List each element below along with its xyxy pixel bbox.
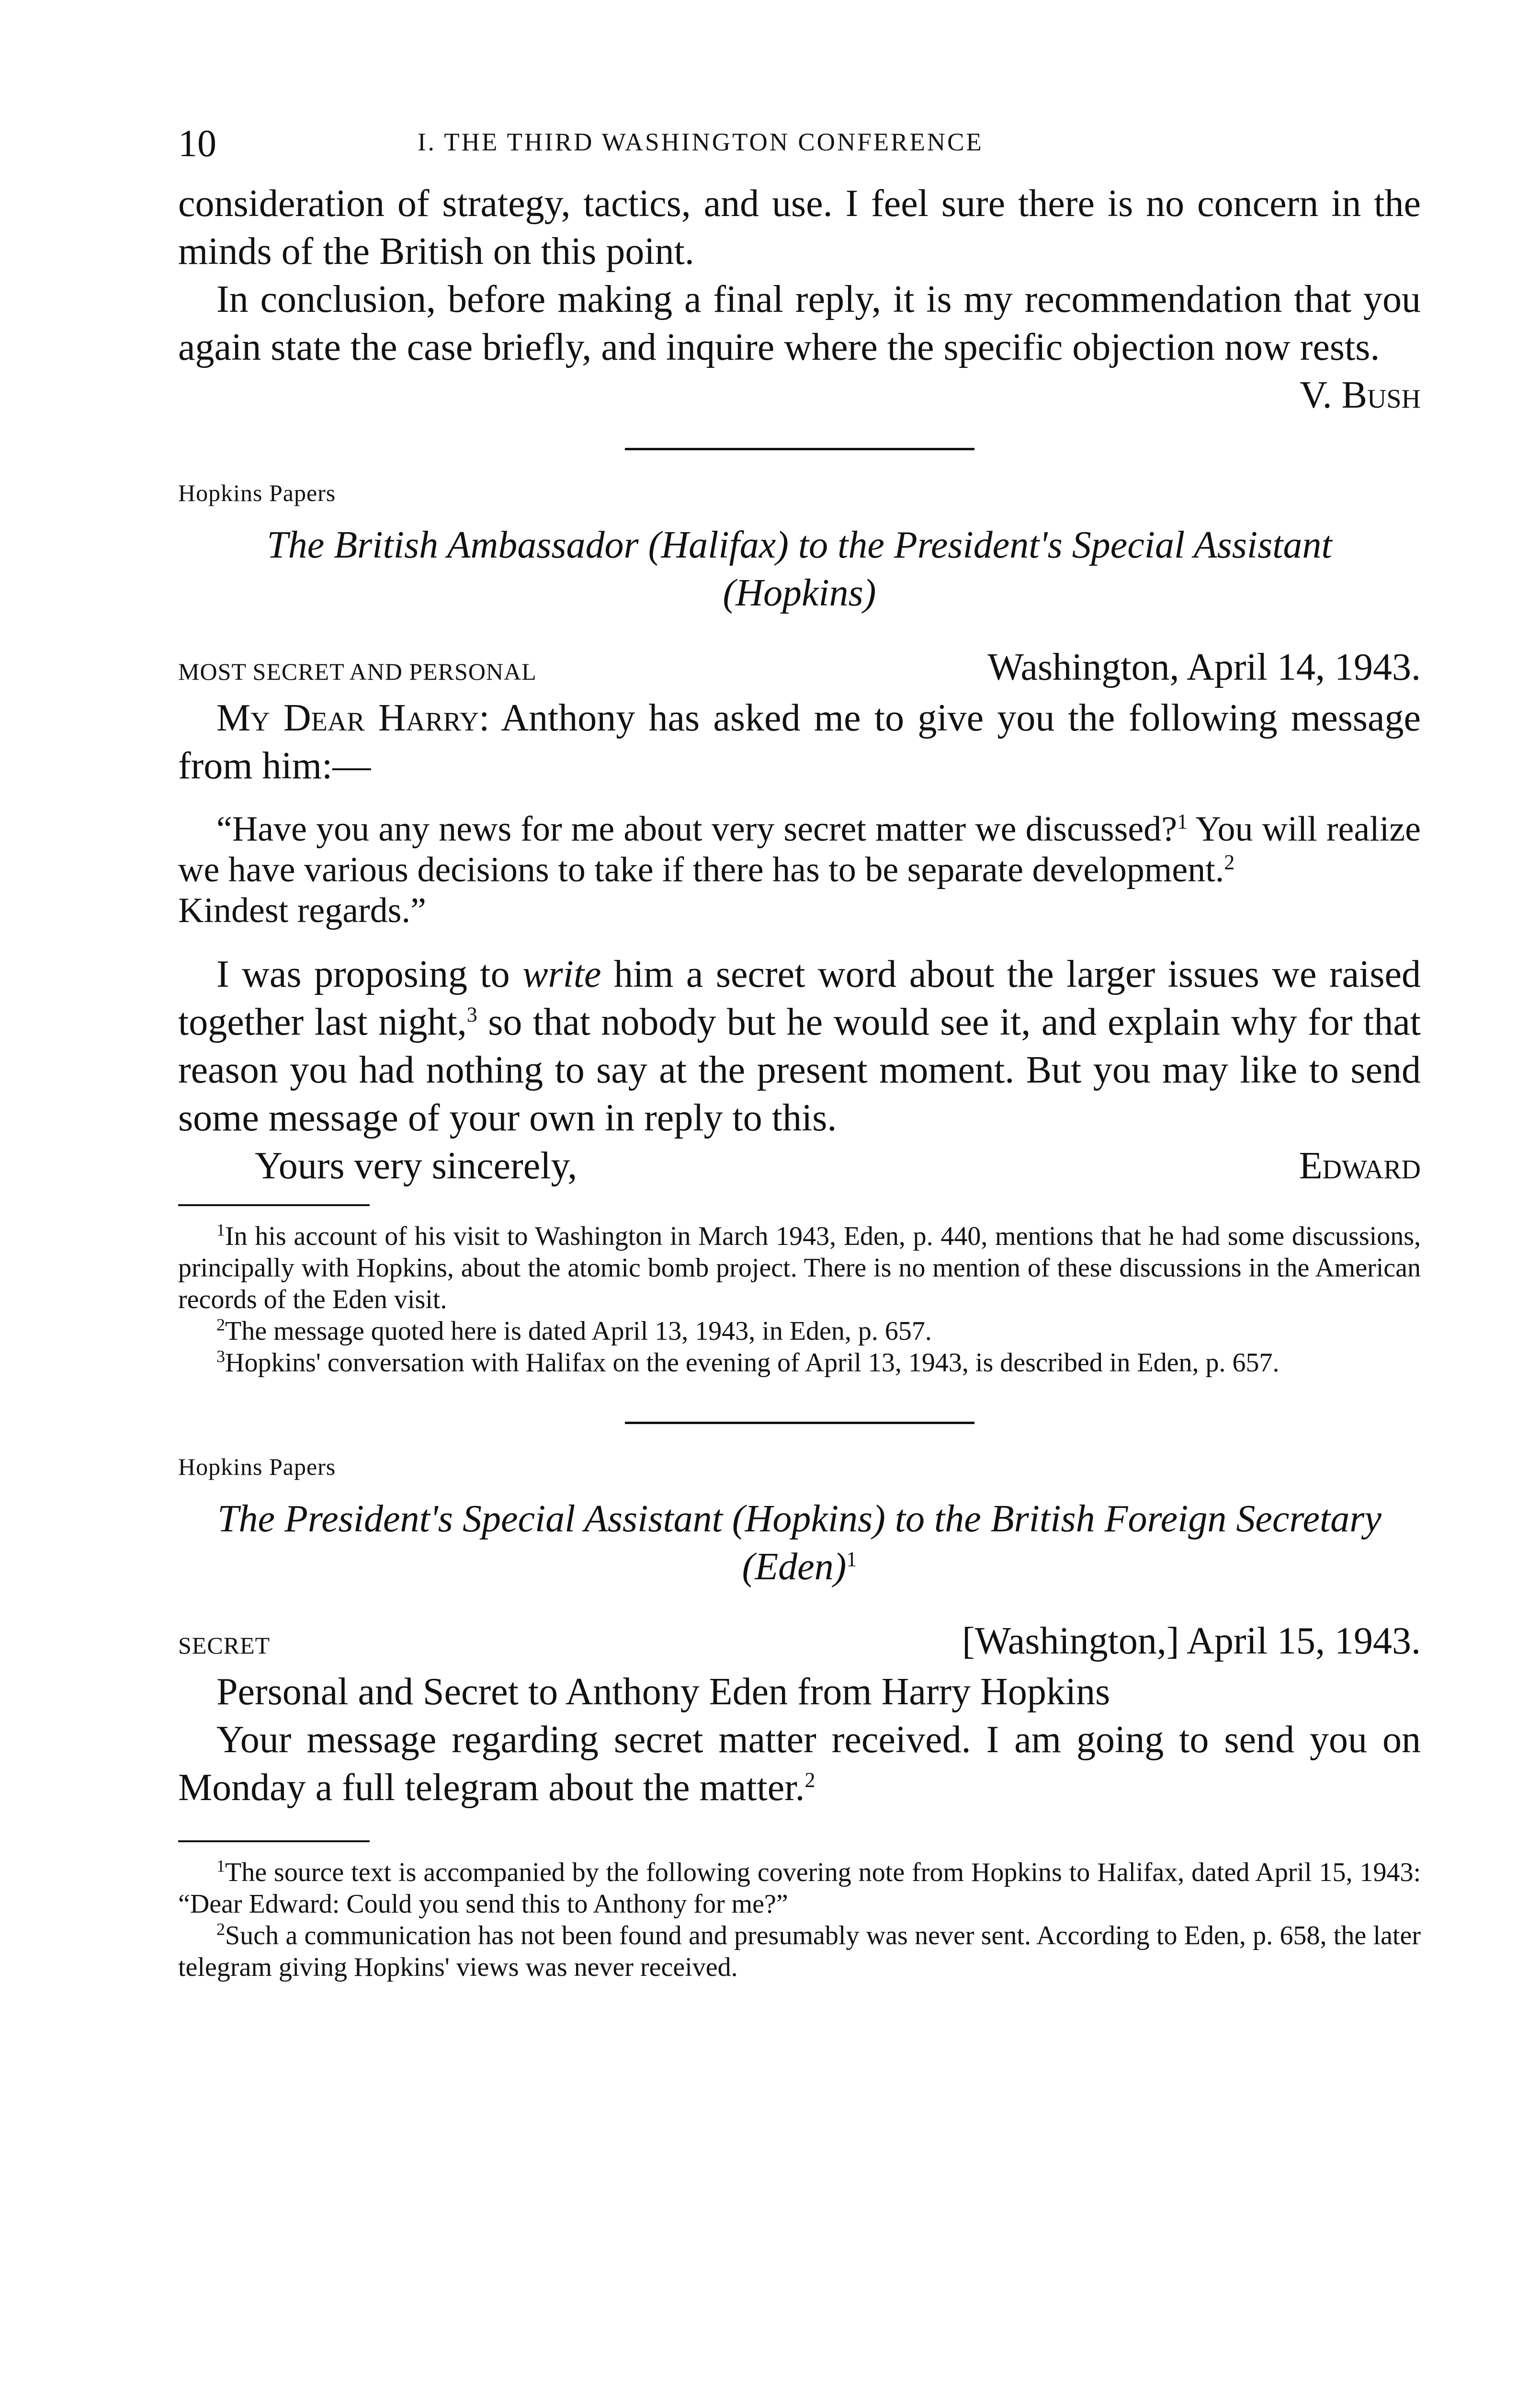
doc3-title-text: The President's Special Assistant (Hopkins) to the British Foreign Secretary (Eden) — [217, 1498, 1381, 1588]
doc3-title — [197, 1495, 1402, 1591]
footnote-text: The message quoted here is dated April 13, 1943, in Eden, p. 657. — [225, 1316, 932, 1346]
quote-line-1: “Have you any news for me about very secret matter we discussed? — [216, 810, 1178, 849]
footnote-ref-2: 2 — [804, 1768, 815, 1792]
doc2-closing-text: Yours very sincerely, — [255, 1145, 578, 1187]
para2-part-c: so that nobody but he would see it, and explain why for that reason you had nothing to say at the present moment. But you may like to send some message of your own in reply to this. — [178, 1001, 1421, 1139]
footnote-text: In his account of his visit to Washington in March 1943, Eden, p. 440, mentions that he had some discussions, principally with Hopkins, about the atomic bomb project. There is no mention of these discussions in the American records of the Eden visit. — [178, 1221, 1421, 1314]
quote-line-2: You will realize we have various decisions to take if there has to be separate development. — [178, 810, 1421, 890]
doc1-paragraph-2: In conclusion, before making a final reply, it is my recommendation that you again state the case briefly, and inquire where the specific objection now rests. — [178, 278, 1421, 368]
doc2-footnotes — [178, 1220, 1421, 1379]
footnote-text: The source text is accompanied by the following covering note from Hopkins to Halifax, dated April 15, 1943: “Dear Edward: Could you send this to Anthony for me?” — [178, 1858, 1421, 1919]
footnote-mark: 2 — [216, 1919, 225, 1939]
doc3-footnotes — [178, 1857, 1421, 1983]
doc3-paragraph-2 — [178, 1716, 1421, 1812]
footnote-text: Hopkins' conversation with Halifax on the evening of April 13, 1943, is described in Eden, p. 657. — [225, 1348, 1280, 1378]
doc2-paragraph-1-text: : Anthony has asked me to give you the following message from him:— — [178, 697, 1421, 787]
quote-line-3: Kindest regards.” — [178, 891, 426, 930]
doc2-closing — [178, 1142, 1421, 1190]
footnote-rule — [178, 1204, 370, 1206]
doc1-paragraph-1: consideration of strategy, tactics, and use. I feel sure there is no concern in the minds of the British on this point. — [178, 182, 1421, 273]
page-number: 10 — [178, 123, 216, 165]
doc2-date: Washington, April 14, 1943. — [987, 646, 1421, 688]
doc2-dateline — [178, 646, 1421, 689]
footnote-mark: 1 — [216, 1856, 225, 1876]
footnote-text: Such a communication has not been found and presumably was never sent. According to Eden, p. 658, the later telegram giving Hopkins' views was never received. — [178, 1921, 1421, 1982]
doc3-paragraph-1: Personal and Secret to Anthony Eden from Harry Hopkins — [216, 1671, 1110, 1713]
para2-part-b: him a secret word about the larger issues we raised together last night, — [178, 953, 1421, 1043]
doc2-salutation: My Dear Harry — [216, 697, 479, 739]
doc2-signature: Edward — [1299, 1145, 1421, 1187]
doc3-paragraph-2-text: Your message regarding secret matter received. I am going to send you on Monday a full telegram about the matter. — [178, 1719, 1421, 1809]
doc2-quoted-message — [178, 809, 1421, 931]
running-title: I. THE THIRD WASHINGTON CONFERENCE — [418, 128, 984, 156]
footnote-mark: 3 — [216, 1346, 225, 1366]
footnote-rule — [178, 1840, 370, 1842]
footnote-ref-3: 3 — [466, 1003, 477, 1026]
section-divider — [625, 1422, 974, 1424]
doc3-classification: SECRET — [178, 1632, 271, 1659]
footnote-ref-1: 1 — [846, 1547, 857, 1571]
footnote-mark: 1 — [216, 1220, 225, 1240]
para2-part-a: I was proposing to — [216, 953, 523, 995]
footnote-ref-2: 2 — [1224, 850, 1235, 874]
doc2-paragraph-1 — [178, 694, 1421, 790]
para2-italic-word: write — [522, 953, 601, 995]
section-divider — [625, 448, 974, 450]
doc3-source: Hopkins Papers — [178, 1453, 336, 1480]
doc1-signature: V. Bush — [1300, 374, 1421, 416]
footnote — [178, 1857, 1421, 1920]
footnote-ref-1: 1 — [1177, 810, 1188, 833]
footnote — [178, 1315, 1421, 1347]
footnote — [178, 1920, 1421, 1983]
footnote — [178, 1220, 1421, 1315]
doc2-classification: MOST SECRET AND PERSONAL — [178, 658, 537, 685]
document-page — [178, 122, 1421, 1983]
doc3-date: [Washington,] April 15, 1943. — [962, 1620, 1421, 1662]
doc2-title: The British Ambassador (Halifax) to the President's Special Assistant (Hopkins) — [267, 524, 1332, 614]
footnote — [178, 1347, 1421, 1379]
doc2-paragraph-2 — [178, 950, 1421, 1142]
doc3-dateline — [178, 1619, 1421, 1663]
footnote-mark: 2 — [216, 1315, 225, 1334]
doc2-source: Hopkins Papers — [178, 479, 336, 506]
running-head — [178, 122, 1421, 180]
